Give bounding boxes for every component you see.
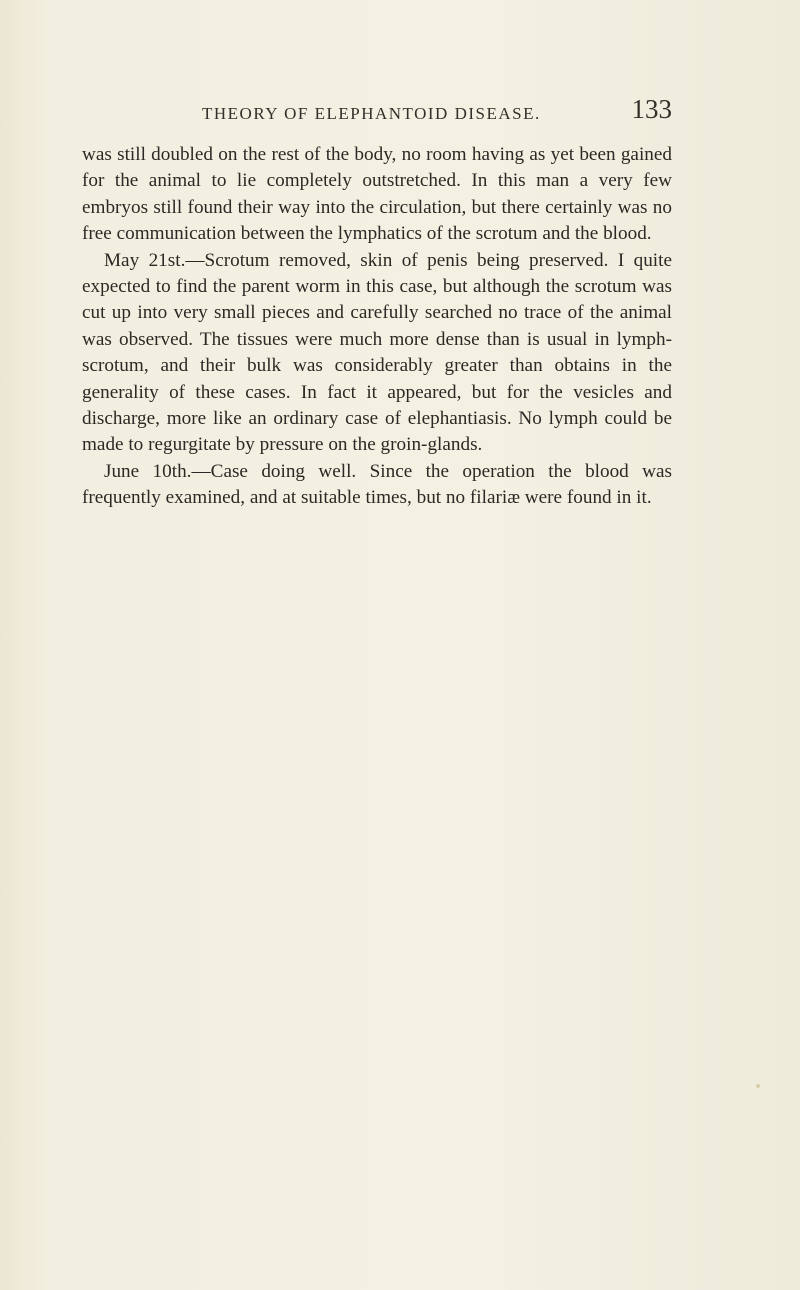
paragraph-continuation: was still doubled on the rest of the body, no room having as yet been gained for the animal to lie completely outstretched. In this man a very few embryos still found their way into the circulation, but there certainly was no free communication between the lymphatics of the scrotum and the blood. [82,144,672,245]
page-header [82,94,672,134]
body-text [82,142,672,512]
page-number: 133 [631,94,672,124]
running-title: THEORY OF ELEPHANTOID DISEASE. [202,104,541,123]
paragraph-may-21: May 21st.—Scrotum removed, skin of penis being preserved. I quite expected to find the parent worm in this case, but although the scrotum was cut up into very small pieces and carefully searched no trace of the animal was observed. The tissues were much more dense than is usual in lymph-scrotum, and their bulk was considerably greater than obtains in the generality of these cases. In fact it appeared, but for the vesicles and discharge, more like an ordinary case of elephantiasis. No lymph could be made to regurgitate by pressure on the groin-glands. [82,249,672,456]
paragraph-june-10: June 10th.—Case doing well. Since the operation the blood was frequently examined, and at suitable times, but no filariæ were found in it. [82,460,672,509]
paper-speck [756,1084,760,1088]
